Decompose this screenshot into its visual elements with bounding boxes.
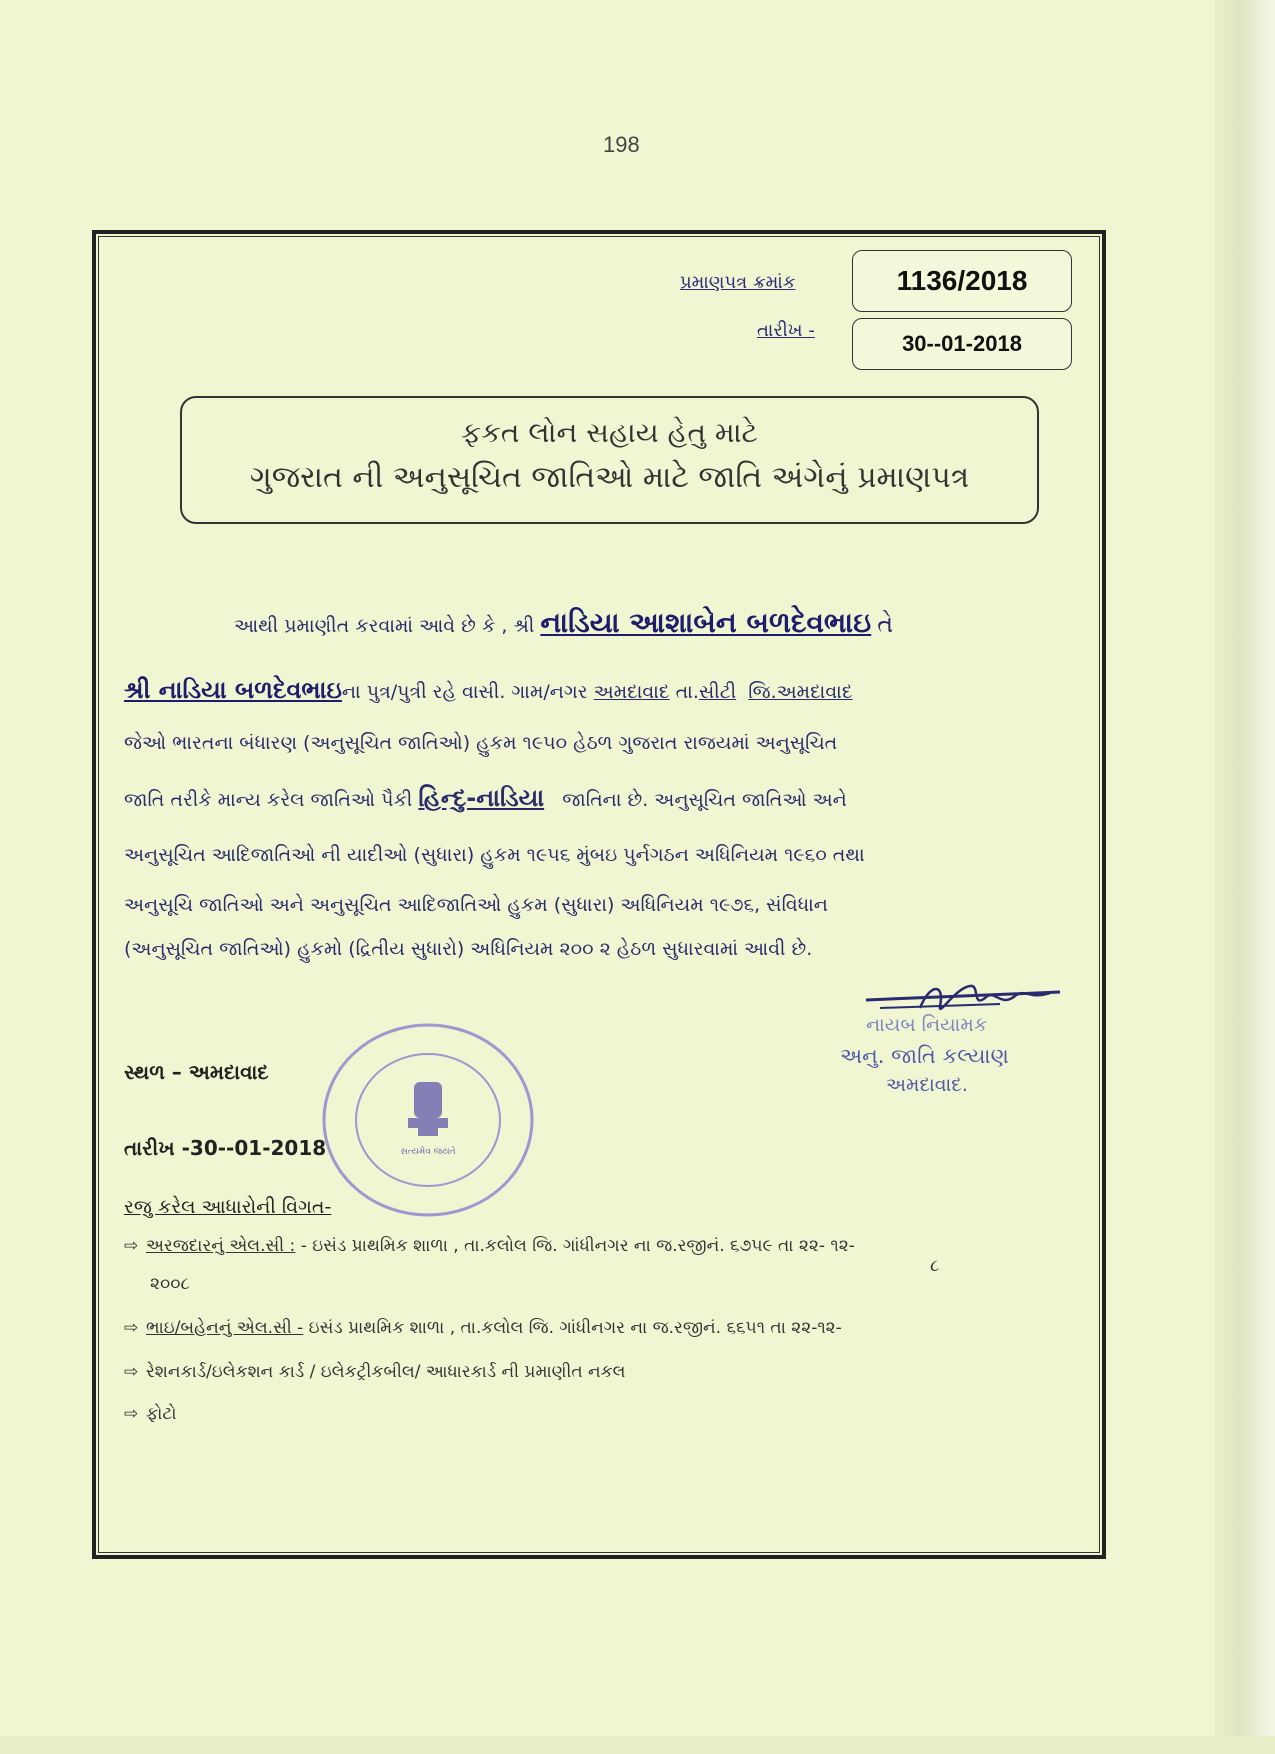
certificate-title [180,396,1039,524]
attachment-item-continuation: ૨૦૦૮ [150,1274,190,1294]
paper-bottom-edge [0,1736,1275,1754]
attachment-item-continuation-digit: ૮ [930,1256,940,1276]
attachment-item: ⇨ ફોટો [124,1404,177,1424]
signatory-department: અનુ. જાતિ કલ્યાણ [840,1044,1009,1068]
cert-number-label: પ્રમાણપત્ર ક્રમાંક [680,272,796,293]
attachment-item: ⇨ રેશનકાર્ડ/ઇલેકશન કાર્ડ / ઇલેકટ્રીકબીલ/ આધારકાર્ડ ની પ્રમાણીત નકલ [124,1362,626,1382]
page-number: 198 [603,132,640,157]
paper-edge [1215,0,1275,1754]
issue-date: તારીખ -30--01-2018 [124,1136,327,1160]
signatory-designation: નાયબ નિયામક [866,1014,988,1036]
signatory-city: અમદાવાદ. [886,1074,968,1096]
date-box: 30--01-2018 [852,318,1072,370]
svg-text:સત્યમેવ જયતે: સત્યમેવ જયતે [400,1147,456,1157]
father-name: શ્રી નાડિયા બળદેવભાઇ [124,676,342,704]
district: જિ.અમદાવાદ [748,681,853,703]
body-line-2: શ્રી નાડિયા બળદેવભાઇના પુત્ર/પુત્રી રહે વાસી. ગામ/નગર અમદાવાદ તા.સીટી જિ.અમદાવાદ [124,676,853,704]
taluka: સીટી [698,681,737,703]
body-line-5: અનુસૂચિત આદિજાતિઓ ની યાદીઓ (સુધારા) હુકમ ૧૯૫૬ મુંબઇ પુર્નગઠન અધિનિયમ ૧૯૬૦ તથા [124,844,865,866]
documents-heading: રજુ કરેલ આધારોની વિગત- [124,1196,332,1218]
attachment-item: ⇨ અરજદારનું એલ.સી : - ઇસંડ પ્રાથમિક શાળા , તા.કલોલ જિ. ગાંધીનગર ના જ.રજીનં. ૬૭૫૯ તા ૨૨- ૧૨- [124,1236,855,1256]
title-line-2: ગુજરાત ની અનુસૂચિત જાતિઓ માટે જાતિ અંગેનું પ્રમાણપત્ર [249,460,970,495]
body-line-7: (અનુસૂચિત જાતિઓ) હુકમો (દ્રિતીય સુધારો) અધિનિયમ ૨૦૦ ૨ હેઠળ સુધારવામાં આવી છે. [124,938,813,960]
cert-number-box: 1136/2018 [852,250,1072,312]
body-line-1: આથી પ્રમાણીત કરવામાં આવે છે કે , શ્રી નાડિયા આશાબેન બળદેવભાઇ તે [234,606,894,639]
title-line-1: ફકત લોન સહાય હેતુ માટે [461,416,758,449]
attachment-item: ⇨ ભાઇ/બહેનનું એલ.સી - ઇસંડ પ્રાથમિક શાળા , તા.કલોલ જિ. ગાંધીનગર ના જ.રજીનં. ૬૬૫૧ તા ૨૨-૧૨- [124,1318,842,1338]
body-line-6: અનુસૂચિ જાતિઓ અને અનુસૂચિત આદિજાતિઓ હુકમ (સુધારા) અધિનિયમ ૧૯૭૬, સંવિધાન [124,894,828,916]
body-line-4: જાતિ તરીકે માન્ય કરેલ જાતિઓ પૈકી હિન્દુ-નાડિયા જાતિના છે. અનુસૂચિત જાતિઓ અને [124,784,847,812]
caste-name: હિન્દુ-નાડિયા [418,784,545,812]
applicant-name: નાડિયા આશાબેન બળદેવભાઇ [540,606,872,639]
office-seal-stamp [318,1020,538,1220]
village: અમદાવાદ [593,681,670,703]
place-of-issue: સ્થળ – અમદાવાદ [124,1060,269,1084]
body-line-3: જેઓ ભારતના બંધારણ (અનુસૂચિત જાતિઓ) હુકમ ૧૯૫૦ હેઠળ ગુજરાત રાજયમાં અનુસૂચિત [124,732,838,754]
date-label: તારીખ - [757,320,815,341]
